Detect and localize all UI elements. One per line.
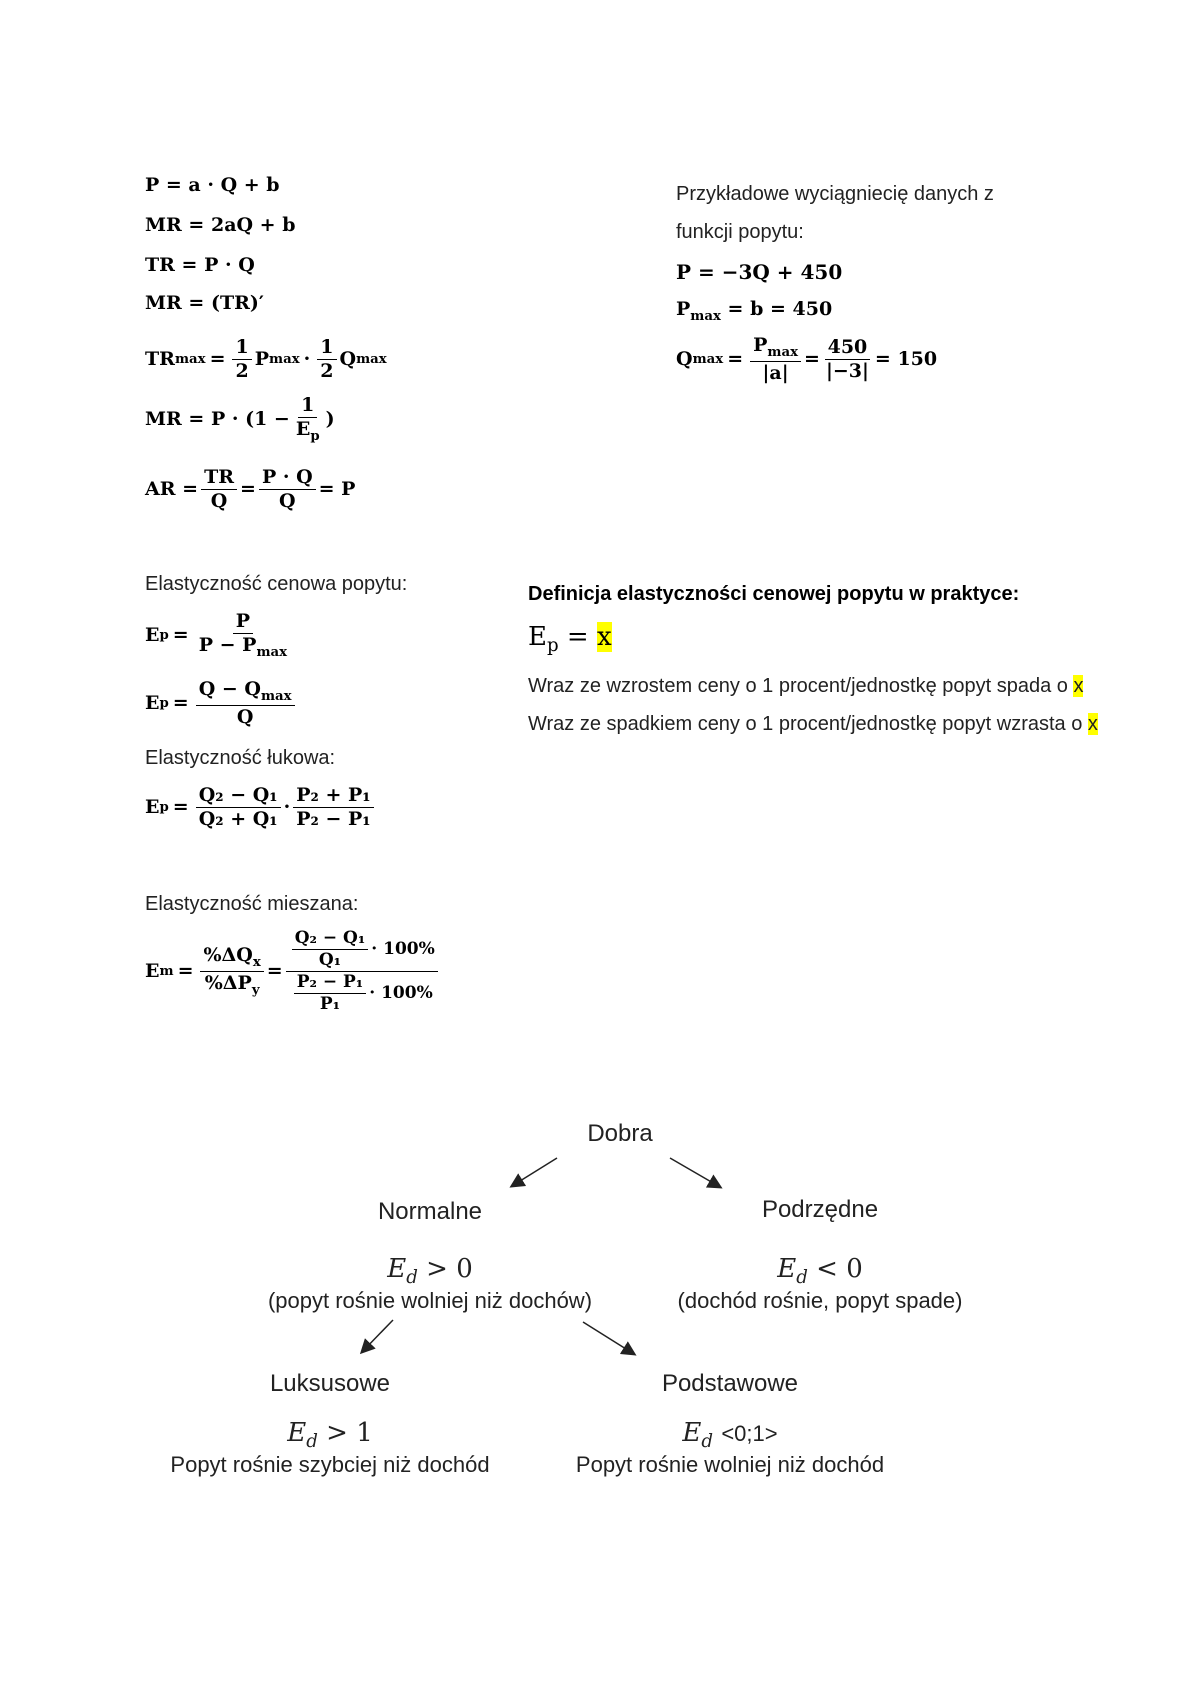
tr-symbol: TR <box>145 348 175 370</box>
percent-factor: · 100% <box>371 939 435 959</box>
frac-num: 450 <box>825 338 871 360</box>
formula-mr-derivative: MR = (TR)′ <box>145 292 264 314</box>
x-variable: x <box>1087 713 1098 735</box>
frac-den: E <box>295 418 311 440</box>
tree-basic-title: Podstawowe <box>661 1370 799 1397</box>
frac-den: Q <box>210 490 228 512</box>
equals-sign: = <box>566 622 589 652</box>
q-sub: max <box>356 351 387 367</box>
frac-den: 2 <box>320 360 334 382</box>
frac-num: P <box>233 612 253 634</box>
condition: > 0 <box>426 1254 473 1284</box>
arrow-to-inferior <box>670 1158 720 1187</box>
formula-price-function: P = a · Q + b <box>145 174 280 196</box>
example-heading-line1: Przykładowe wyciągniecię danych z <box>676 183 994 205</box>
e-symbol: E <box>528 622 547 652</box>
formula-mr: MR = 2aQ + b <box>145 214 296 236</box>
e-symbol: E <box>145 692 160 715</box>
frac-num: Q − Q <box>198 678 261 700</box>
heading-price-elasticity: Elastyczność cenowa popytu: <box>145 573 408 595</box>
tree-basic-desc: Popyt rośnie wolniej niż dochód <box>575 1452 885 1477</box>
qmax-rhs: = 150 <box>874 348 938 371</box>
tree-basic-math <box>630 1418 830 1452</box>
percent-factor: · 100% <box>369 983 433 1003</box>
condition: < 0 <box>816 1254 863 1284</box>
ar-lhs: AR = <box>145 478 199 500</box>
heading-mixed-elasticity: Elastyczność mieszana: <box>145 893 359 915</box>
p-symbol: P <box>676 298 691 320</box>
formula-tr: TR = P · Q <box>145 254 255 276</box>
frac-den: Q₁ <box>318 950 342 970</box>
condition: <0;1> <box>721 1421 778 1446</box>
frac-num: TR <box>201 468 237 490</box>
frac-num: Q₂ − Q₁ <box>292 930 369 950</box>
frac-num: P₂ − P₁ <box>294 974 367 994</box>
x-variable: x <box>1073 675 1084 697</box>
frac-num: 1 <box>298 396 317 418</box>
formula-ep-quantity: E p = $\frac{Q - Q_{max}}{Q}$ <box>145 680 298 727</box>
frac-den: P − P <box>198 634 257 656</box>
frac-den-sub: p <box>310 428 320 444</box>
e-sub: d <box>306 1431 318 1453</box>
x-variable: x <box>596 622 612 652</box>
q-symbol: Q <box>339 348 357 370</box>
example-heading-line2: funkcji popytu: <box>676 221 804 243</box>
tr-sub: max <box>174 351 206 367</box>
frac-den-sub: y <box>251 982 260 998</box>
paren-close: ) <box>325 408 335 431</box>
e-symbol: E <box>145 796 160 818</box>
e-symbol: E <box>145 624 160 647</box>
e-sub: m <box>159 963 174 979</box>
q-symbol: Q <box>676 348 693 371</box>
e-sub: d <box>406 1267 418 1289</box>
frac-den: |−3| <box>825 360 869 383</box>
frac-den: P₁ <box>319 994 341 1014</box>
heading-arc-elasticity: Elastyczność łukowa: <box>145 747 336 769</box>
e-symbol: E <box>777 1254 797 1284</box>
e-symbol: E <box>387 1254 407 1284</box>
frac-den: P₂ − P₁ <box>296 808 371 830</box>
tree-inferior-math <box>720 1254 920 1288</box>
frac-den-sub: max <box>256 644 288 660</box>
frac-num: 1 <box>232 338 251 360</box>
mr-lhs: MR = P · (1 − <box>145 408 290 431</box>
frac-num-sub: max <box>260 688 292 704</box>
formula-ep-price: E p = $\frac{P}{P - P_{max}}$ <box>145 610 288 660</box>
e-sub: p <box>159 627 169 643</box>
definition-line-2-text: Wraz ze spadkiem ceny o 1 procent/jednostkę popyt wzrasta o <box>528 713 1083 735</box>
formula-tr-max: TR max = $\frac{1}{2}$ P max · $\frac{1}{2}$ Q max <box>145 336 387 382</box>
frac-den: Q₂ + Q₁ <box>198 808 278 830</box>
tree-inferior-desc: (dochód rośnie, popyt spade) <box>677 1288 963 1313</box>
example-demand-function: P = −3Q + 450 <box>676 260 843 284</box>
arrow-to-luxury <box>362 1320 393 1352</box>
e-sub: d <box>701 1431 714 1453</box>
e-sub: p <box>159 799 169 815</box>
tree-normal-desc: (popyt rośnie wolniej niż dochów) <box>267 1288 593 1313</box>
tree-root: Dobra <box>587 1120 653 1147</box>
frac-den: Q <box>236 706 254 729</box>
definition-line-1-text: Wraz ze wzrostem ceny o 1 procent/jednostkę popyt spada o <box>528 675 1068 697</box>
frac-den: %ΔP <box>204 972 252 994</box>
p-symbol: P <box>254 348 270 370</box>
tree-normal-math <box>330 1254 530 1288</box>
frac-den: 2 <box>235 360 249 382</box>
tree-luxury-desc: Popyt rośnie szybciej niż dochód <box>170 1452 490 1477</box>
p-sub: max <box>269 351 300 367</box>
tree-luxury-title: Luksusowe <box>269 1370 391 1397</box>
formula-arc-elasticity: E p = $\frac{\text{Q₂ − Q₁}}{\text{Q₂ + Q₁}}$ · $\frac{\text{P₂ + P₁}}{\text{P₂ − P₁}}$ <box>145 786 377 829</box>
e-sub: p <box>159 695 169 711</box>
formula-mixed-elasticity: E m = $\frac{\%\Delta Q_x}{\%\Delta P_y}$ = $\frac{\text{Q₂ − Q₁}}{\text{Q₁}}$ · 100% $\frac{\text{P₂ − P₁}}{\text{P₁}}$ · 100% <box>145 930 441 1013</box>
arrow-to-basic <box>583 1322 634 1354</box>
ar-rhs: = P <box>318 478 356 500</box>
tree-luxury-math <box>230 1418 430 1452</box>
frac-den: Q <box>279 490 296 512</box>
formula-ar: AR = $\frac{TR}{Q}$ = $\frac{P \cdot Q}{Q}$ = P <box>145 466 356 512</box>
e-sub: d <box>796 1267 808 1289</box>
frac-num-sub: x <box>252 954 261 970</box>
pmax-rhs: = b = 450 <box>727 298 833 320</box>
arrow-to-normal <box>512 1158 557 1186</box>
q-sub: max <box>692 351 724 367</box>
frac-num-sub: max <box>767 344 799 360</box>
tree-inferior-title: Podrzędne <box>761 1196 879 1223</box>
frac-num: Q₂ − Q₁ <box>196 786 281 808</box>
example-qmax: Q max = $\frac{P_{max}}{|a|}$ = $\frac{450}{|-3|}$ = 150 <box>676 334 938 385</box>
definition-heading: Definicja elastyczności cenowej popytu w praktyce: <box>528 583 1020 605</box>
tree-normal-title: Normalne <box>377 1198 483 1225</box>
e-symbol: E <box>682 1418 702 1448</box>
frac-num: %ΔQ <box>203 943 253 966</box>
condition: > 1 <box>326 1418 373 1448</box>
frac-num: P <box>753 334 768 356</box>
e-sub: p <box>546 635 559 657</box>
e-symbol: E <box>145 960 160 982</box>
p-sub: max <box>690 308 721 324</box>
frac-num: P₂ + P₁ <box>293 786 373 808</box>
e-symbol: E <box>287 1418 307 1448</box>
frac-num: P · Q <box>259 468 316 490</box>
frac-den: |a| <box>762 362 789 385</box>
frac-num: 1 <box>317 338 336 360</box>
